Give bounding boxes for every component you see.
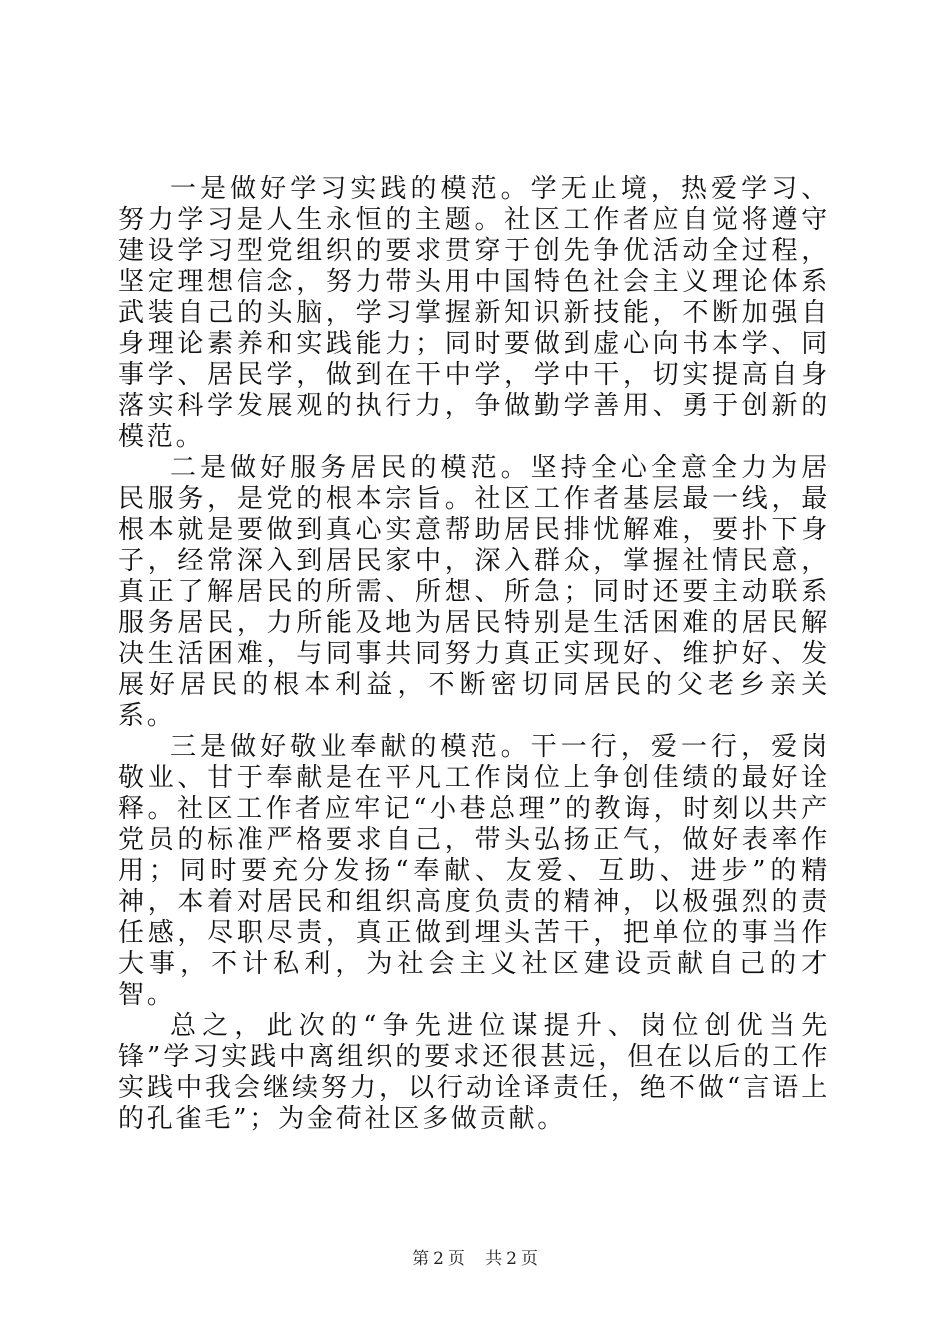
paragraph-study-model: 一是做好学习实践的模范。学无止境，热爱学习、努力学习是人生永恒的主题。社区工作者应自觉将遵守建设学习型党组织的要求贯穿于创先争优活动全过程，坚定理想信念，努力带头用中国特色社会主义理论体系武装自己的头脑，学习掌握新知识新技能，不断加强自身理论素养和实践能力；同时要做到虚心向书本学、同事学、居民学，做到在干中学，学中干，切实提高自身落实科学发展观的执行力，争做勤学善用、勇于创新的模范。: [118, 174, 830, 452]
current-page-number: 2: [433, 1249, 444, 1269]
total-page-number: 2: [506, 1249, 517, 1269]
page-label: 第: [412, 1249, 430, 1269]
page-unit: 页: [447, 1249, 465, 1269]
total-label: 共: [485, 1249, 503, 1269]
total-unit: 页: [520, 1249, 538, 1269]
page-footer: [0, 1244, 950, 1269]
paragraph-service-model: 二是做好服务居民的模范。坚持全心全意全力为居民服务，是党的根本宗旨。社区工作者基层最一线，最根本就是要做到真心实意帮助居民排忧解难，要扑下身子，经常深入到居民家中，深入群众，掌握社情民意，真正了解居民的所需、所想、所急；同时还要主动联系服务居民，力所能及地为居民特别是生活困难的居民解决生活困难，与同事共同努力真正实现好、维护好、发展好居民的根本利益，不断密切同居民的父老乡亲关系。: [118, 453, 830, 731]
paragraph-dedication-model: 三是做好敬业奉献的模范。干一行，爱一行，爱岗敬业、甘于奉献是在平凡工作岗位上争创佳绩的最好诠释。社区工作者应牢记“小巷总理”的教诲，时刻以共产党员的标准严格要求自己，带头弘扬正气，做好表率作用；同时要充分发扬“奉献、友爱、互助、进步”的精神，本着对居民和组织高度负责的精神，以极强烈的责任感，尽职尽责，真正做到埋头苦干，把单位的事当作大事，不计私利，为社会主义社区建设贡献自己的才智。: [118, 732, 830, 1010]
paragraph-conclusion: 总之，此次的“争先进位谋提升、岗位创优当先锋”学习实践中离组织的要求还很甚远，但在以后的工作实践中我会继续努力，以行动诠译责任，绝不做“言语上的孔雀毛”；为金荷社区多做贡献。: [118, 1011, 830, 1134]
document-body: [118, 174, 830, 1135]
